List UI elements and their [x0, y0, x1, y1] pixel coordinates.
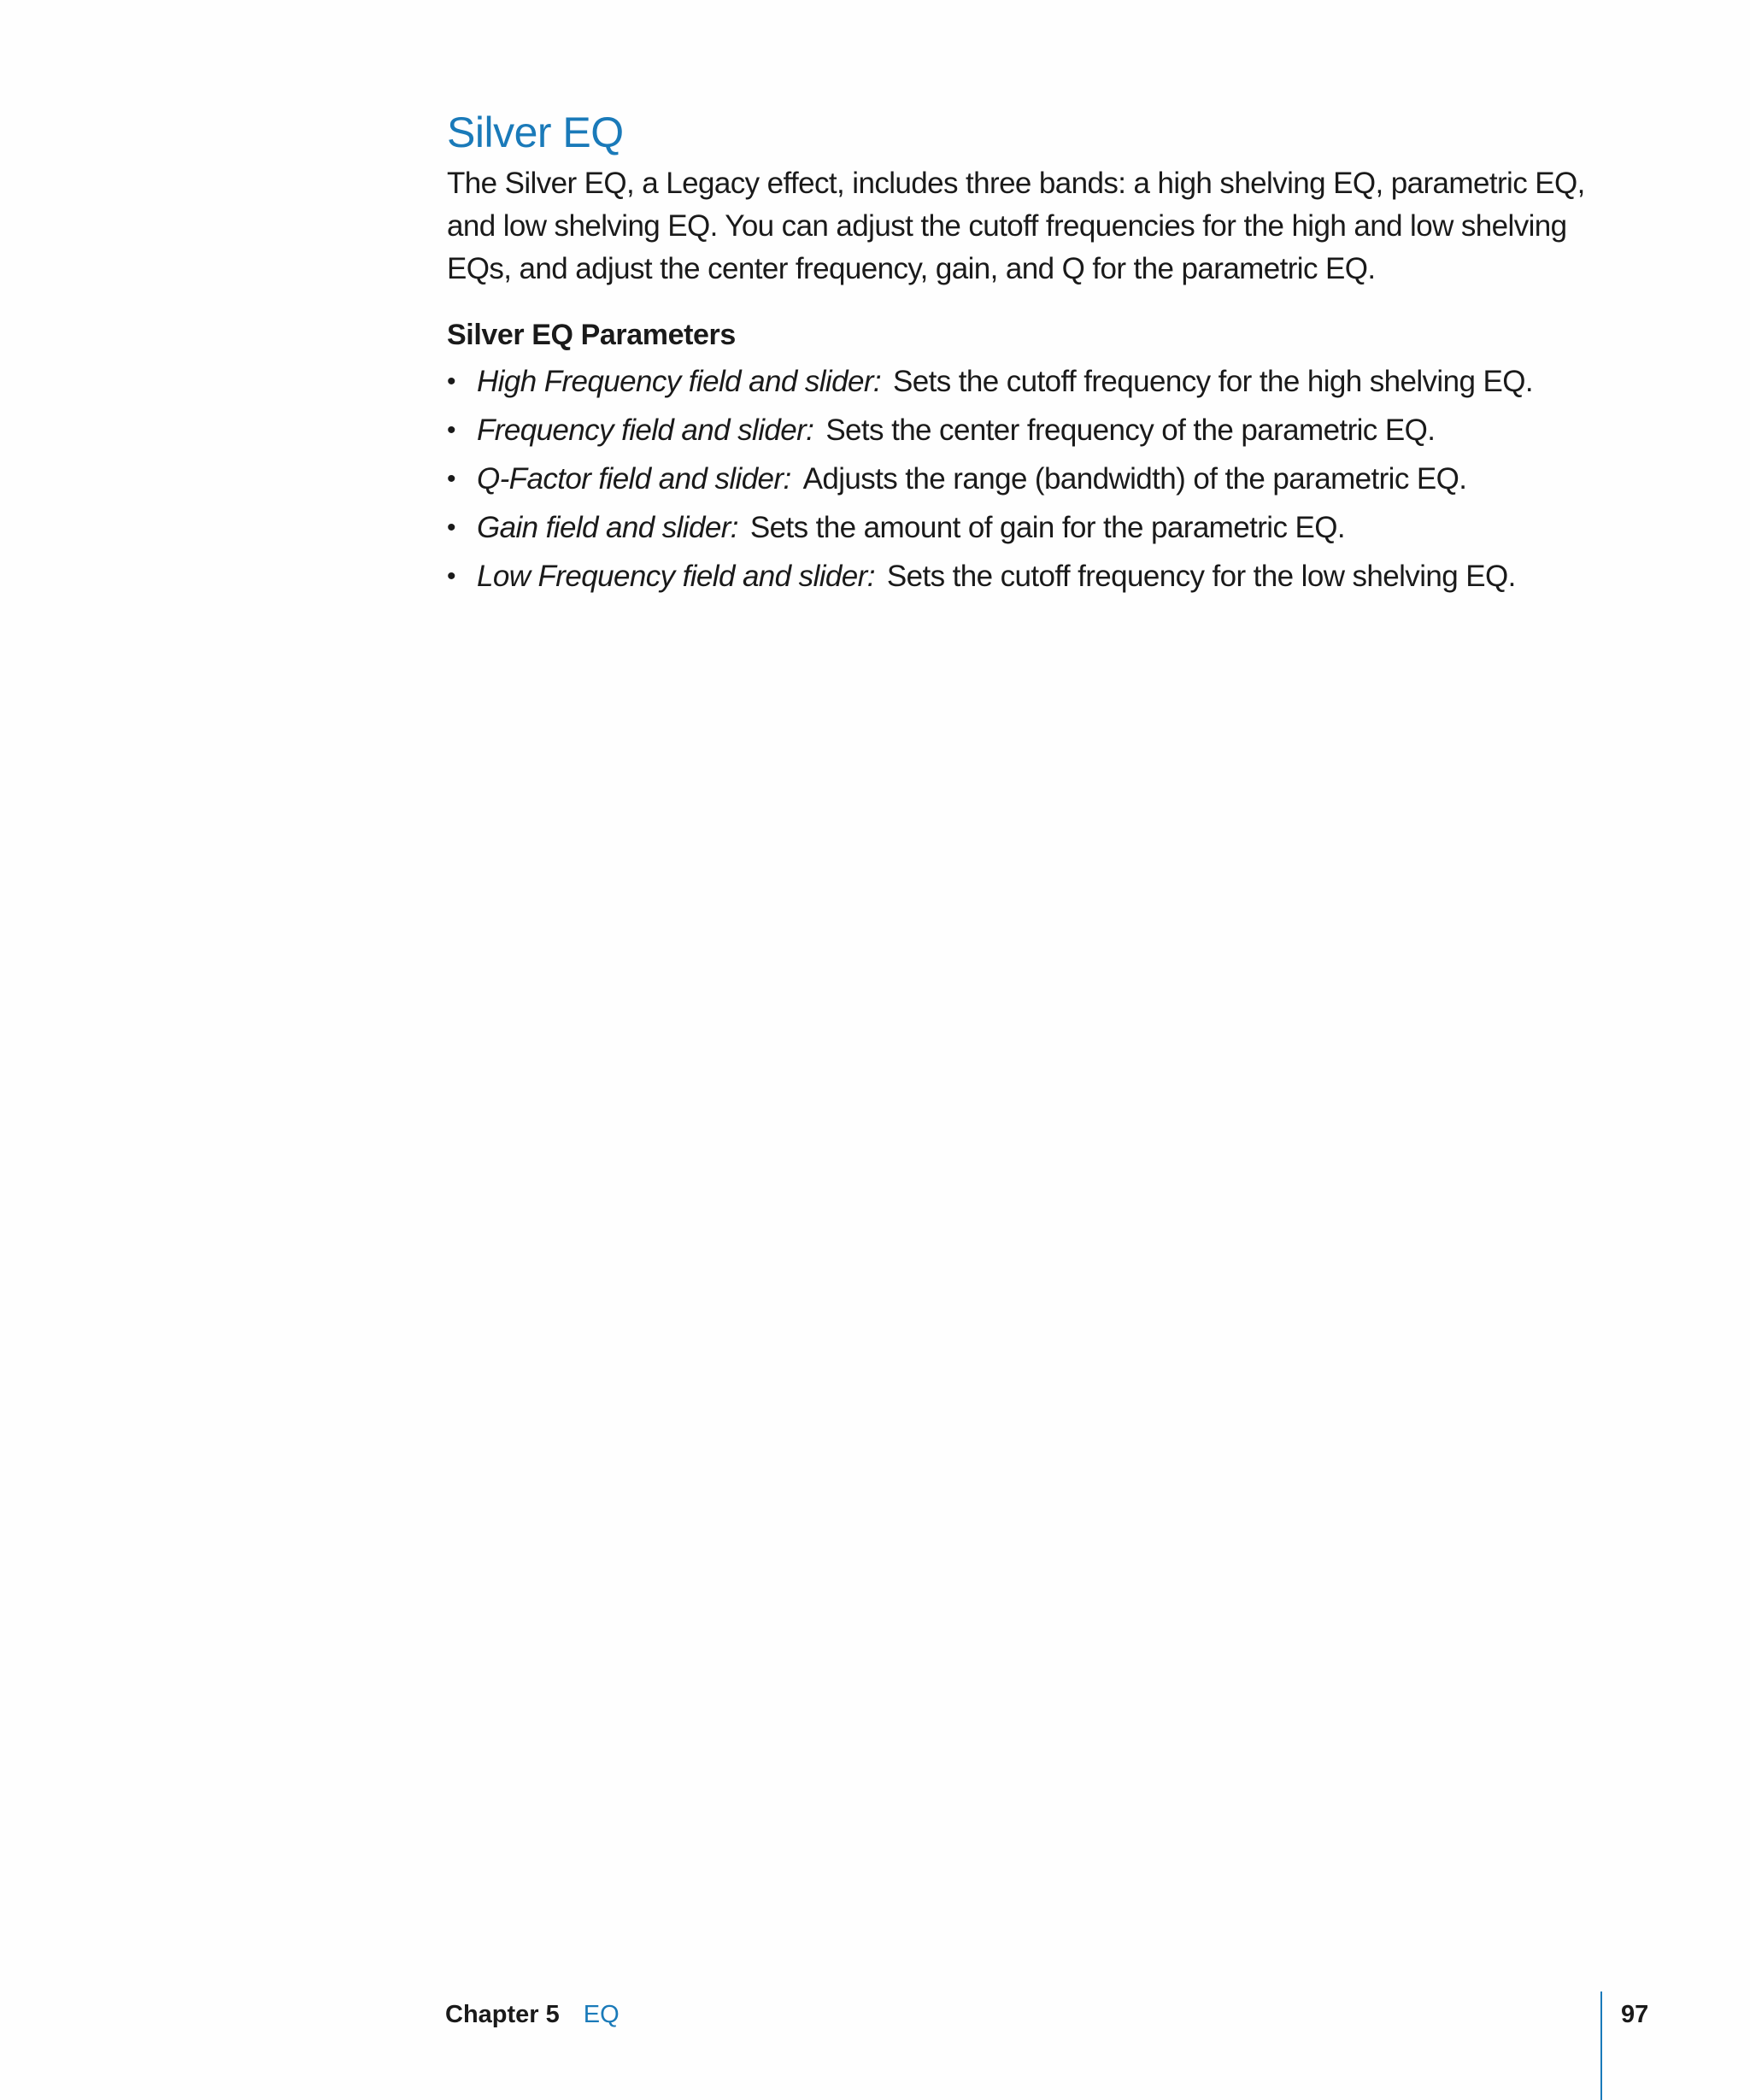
parameter-term: Q-Factor field and slider: — [477, 462, 791, 496]
bullet-icon: • — [447, 465, 455, 493]
parameter-description: Sets the cutoff frequency for the low shelving EQ. — [886, 560, 1516, 593]
list-item — [447, 552, 1643, 601]
parameter-term: Low Frequency field and slider: — [477, 560, 875, 593]
section-title: Silver EQ — [447, 109, 624, 156]
bullet-icon: • — [447, 562, 455, 590]
parameters-list — [447, 357, 1643, 601]
list-item — [447, 503, 1643, 552]
parameter-description: Sets the center frequency of the parametric EQ. — [825, 414, 1436, 447]
list-item — [447, 455, 1643, 503]
parameter-description: Sets the amount of gain for the parametric EQ. — [749, 511, 1345, 544]
parameter-description: Adjusts the range (bandwidth) of the parametric EQ. — [802, 462, 1467, 496]
chapter-label: Chapter 5 — [445, 2001, 560, 2028]
footer-chapter — [445, 1997, 620, 2032]
bullet-icon: • — [447, 367, 455, 396]
parameter-term: Frequency field and slider: — [477, 414, 814, 447]
page-number: 97 — [1621, 2001, 1649, 2028]
parameter-term: Gain field and slider: — [477, 511, 738, 544]
footer-divider — [1600, 1991, 1602, 2100]
bullet-icon: • — [447, 513, 455, 542]
bullet-icon: • — [447, 416, 455, 444]
parameters-heading: Silver EQ Parameters — [447, 319, 736, 351]
chapter-name-link[interactable]: EQ — [583, 2001, 620, 2028]
parameter-term: High Frequency field and slider: — [477, 365, 882, 398]
page-content — [447, 103, 1643, 601]
list-item — [447, 357, 1643, 406]
parameter-description: Sets the cutoff frequency for the high shelving EQ. — [893, 365, 1533, 398]
intro-paragraph: The Silver EQ, a Legacy effect, includes three bands: a high shelving EQ, parametric EQ, and low shelving EQ. You can adjust the cutoff frequencies for the high and low shelving EQs, and adjust the center frequency, gain, and Q for the parametric EQ. — [447, 167, 1585, 285]
list-item — [447, 406, 1643, 455]
